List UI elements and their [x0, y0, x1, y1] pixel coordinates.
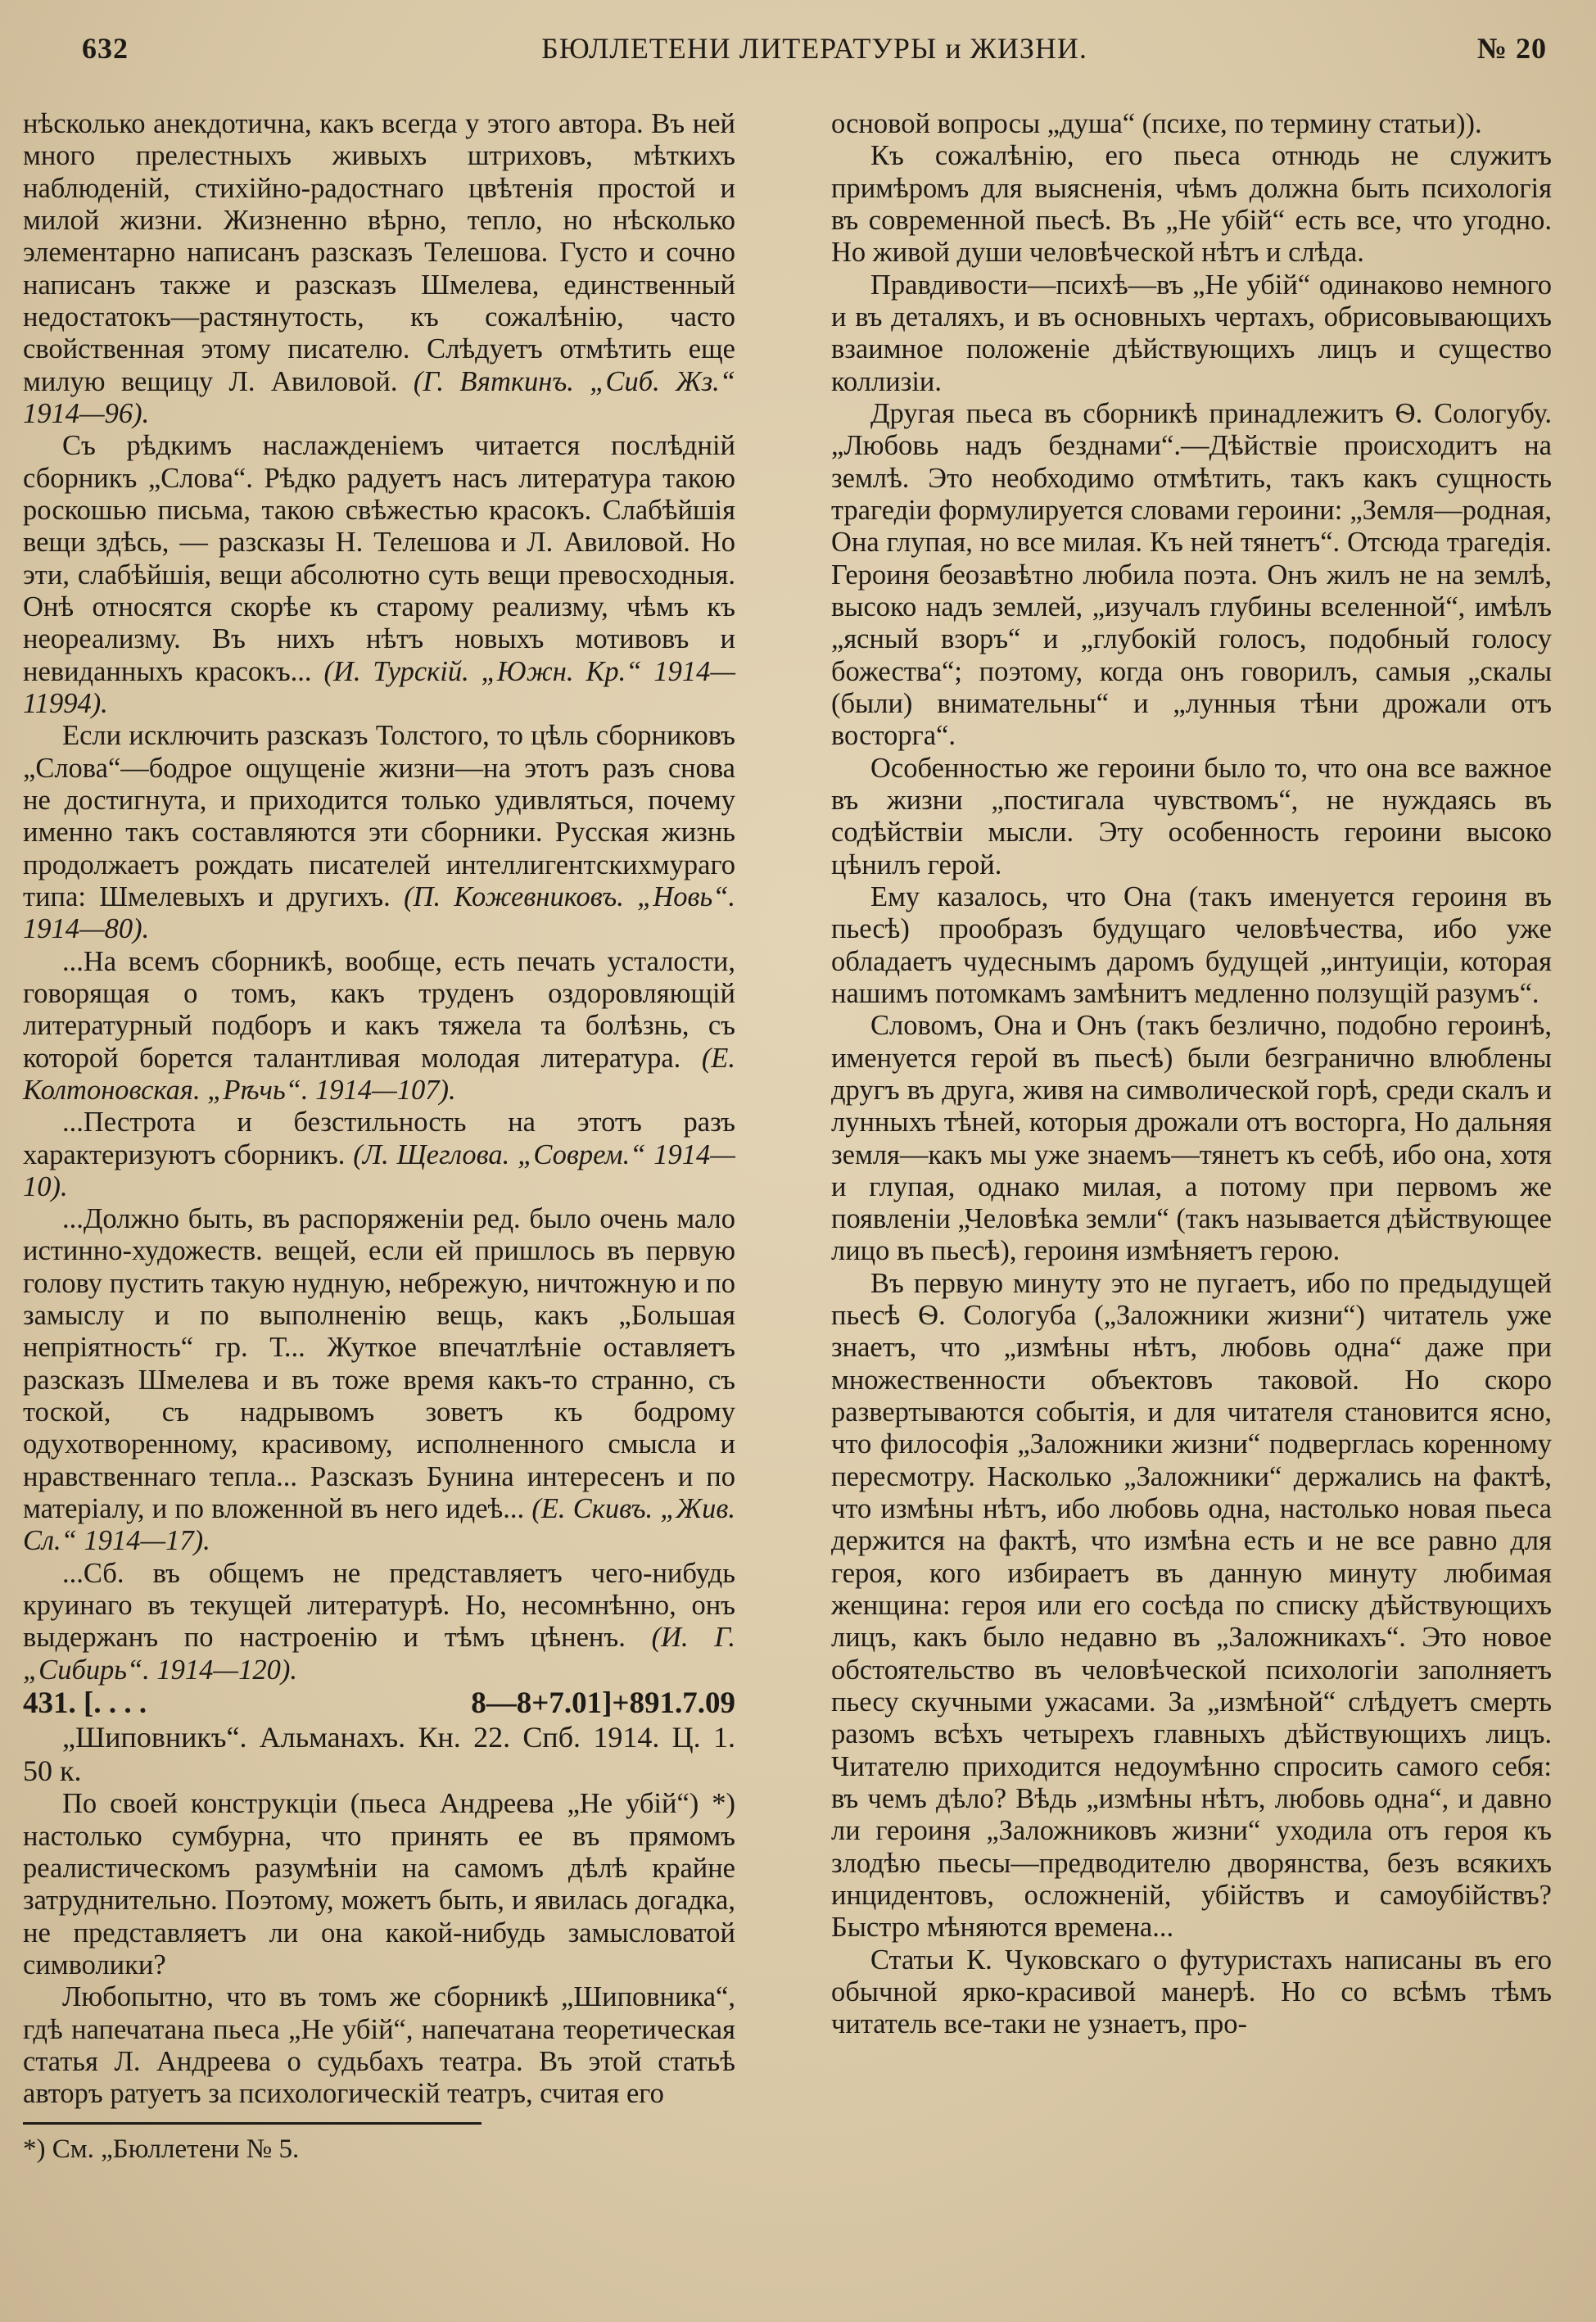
entry-number: 431. [. . . .: [23, 1686, 147, 1721]
paragraph: ...Пестрота и безстильность на этотъ разъ характеризуютъ сборникъ. (Л. Щеглова. „Соврем.“ 1914—10).: [23, 1107, 735, 1202]
right-column: [831, 108, 1552, 2041]
footnote-divider: [23, 2122, 482, 2125]
paragraph: нѣсколько анекдотична, какъ всегда у этого автора. Въ ней много прелестныхъ живыхъ штриховъ, мѣткихъ наблюденій, стихійно-радостнаго цвѣтенія простой и милой жизни. Жизненно вѣрно, тепло, но нѣсколько элементарно написанъ разсказъ Телешова. Густо и сочно написанъ также и разсказъ Шмелева, единственный недостатокъ—растянутость, къ сожалѣнію, часто свойственная этому писателю. Слѣдуетъ отмѣтить еще милую вещицу Л. Авиловой. (Г. Вяткинъ. „Сиб. Жз.“ 1914—96).: [23, 108, 735, 429]
citation: (И. Г. „Сибирь“. 1914—120).: [23, 1622, 736, 1686]
paragraph: ...Сб. въ общемъ не представляетъ чего-нибудь круинаго въ текущей литературѣ. Но, несомнѣнно, онъ выдержанъ по настроенію и тѣмъ цѣненъ. (И. Г. „Сибирь“. 1914—120).: [23, 1557, 736, 1686]
paragraph: Словомъ, Она и Онъ (такъ безлично, подобно героинѣ, именуется герой въ пьесѣ) были безгранично влюблены другъ въ друга, живя на символической горѣ, среди скалъ и лунныхъ тѣней, которыя дрожали отъ восторга, Но дальняя земля—какъ мы уже знаемъ—тянетъ къ себѣ, ибо она, хотя и глупая, однако милая, а потому при первомъ же появленіи „Человѣка земли“ (такъ называется дѣйствующее лицо въ пьесѣ), героиня измѣняетъ герою.: [831, 1010, 1552, 1267]
left-column: [23, 108, 735, 2165]
paragraph: По своей конструкціи (пьеса Андреева „Не убій“) *) настолько сумбурна, что принять ее въ прямомъ реалистическомъ разумѣніи на самомъ дѣлѣ крайне затруднительно. Поэтому, можетъ быть, и явилась догадка, не представляетъ ли она какой-нибудь замысловатой символики?: [23, 1788, 735, 1980]
paragraph: Правдивости—психѣ—въ „Не убій“ одинаково немного и въ деталяхъ, и въ основныхъ чертахъ, обрисовывающихъ взаимное положеніе дѣйствующихъ лицъ и существо коллизіи.: [831, 269, 1552, 397]
citation: (Г. Вяткинъ. „Сиб. Жз.“ 1914—96).: [23, 365, 735, 429]
citation: (П. Кожевниковъ. „Новь“. 1914—80).: [23, 880, 736, 945]
paragraph: Статьи К. Чуковскаго о футуристахъ написаны въ его обычной ярко-красивой манерѣ. Но со всѣмъ тѣмъ читатель все-таки не узнаетъ, про-: [831, 1944, 1552, 2040]
page-number: 632: [82, 32, 129, 65]
entry-classification: 8—8+7.01]+891.7.09: [471, 1686, 735, 1721]
citation: (Л. Щеглова. „Соврем.“ 1914—10).: [23, 1138, 735, 1202]
paragraph: основой вопросы „душа“ (психе, по термину статьи)).: [831, 108, 1482, 139]
paragraph: Къ сожалѣнію, его пьеса отнюдь не служитъ примѣромъ для выясненія, чѣмъ должна быть психологія въ современной пьесѣ. Въ „Не убій“ есть все, что угодно. Но живой души человѣческой нѣтъ и слѣда.: [831, 140, 1552, 269]
paragraph: Ему казалось, что Она (такъ именуется героиня въ пьесѣ) прообразъ будущаго человѣчества, ибо уже обладаетъ чудеснымъ даромъ будущей „интуиціи, которая нашимъ потомкамъ замѣнитъ медленно ползущій разумъ“.: [831, 880, 1552, 1009]
citation: (И. Турскій. „Южн. Кр.“ 1914—11994).: [23, 655, 735, 719]
bibliography-entry-header: [23, 1686, 735, 1721]
footnote: *) См. „Бюллетени № 5.: [23, 2134, 300, 2164]
paragraph: Съ рѣдкимъ наслажденіемъ читается послѣдній сборникъ „Слова“. Рѣдко радуетъ насъ литература такою роскошью письма, такою свѣжестью красокъ. Слабѣйшія вещи здѣсь, — разсказы Н. Телешова и Л. Авиловой. Но эти, слабѣйшія, вещи абсолютно суть вещи превосходныя. Онѣ относятся скорѣе къ старому реализму, чѣмъ къ неореализму. Въ нихъ нѣтъ новыхъ мотивовъ и невиданныхъ красокъ... (И. Турскій. „Южн. Кр.“ 1914—11994).: [23, 430, 735, 719]
issue-number: № 20: [1476, 32, 1547, 65]
citation: (Е. Колтоновская. „Рѣчь“. 1914—107).: [23, 1042, 736, 1106]
paragraph: ...Должно быть, въ распоряженіи ред. было очень мало истинно-художеств. вещей, если ей пришлось въ первую голову пустить такую нудную, небрежую, ничтожную и по замыслу и по выполненію вещь, какъ „Большая непріятность“ гр. Т... Жуткое впечатлѣніе оставляетъ разсказъ Шмелева и въ тоже время какъ-то странно, съ тоской, съ надрывомъ зоветъ къ бодрому одухотворенному, красивому, исполненного смысла и нравственнаго тепла... Разсказъ Бунина интересенъ и по матеріалу, и по вложенной въ него идеѣ... (Е. Скивъ. „Жив. Сл.“ 1914—17).: [23, 1203, 736, 1557]
paragraph: Особенностью же героини было то, что она все важное въ жизни „постигала чувствомъ“, не нуждаясь въ содѣйствіи мысли. Эту особенность героини высоко цѣнилъ герой.: [831, 752, 1552, 880]
paragraph: Въ первую минуту это не пугаетъ, ибо по предыдущей пьесѣ Ѳ. Сологуба („Заложники жизни“) читатель уже знаетъ, что „измѣны нѣтъ, любовь одна“ даже при множественности объектовъ таковой. Но скоро развертываются событія, и для читателя становится ясно, что философія „Заложники жизни“ подверглась коренному пересмотру. Насколько „Заложники“ держались на фактѣ, что измѣны нѣтъ, ибо любовь одна, настолько новая пьеса держится на фактѣ, что измѣна есть и не все равно для героя, кого избираетъ въ данную минуту любимая женщина: героя или его сосѣда по списку дѣйствующихъ лицъ, какъ было недавно въ „Заложникахъ“. Это новое обстоятельство въ человѣческой психологіи заполняетъ пьесу скучными ужасами. За „измѣной“ слѣдуетъ смерть разомъ всѣхъ четырехъ главныхъ дѣйствующихъ лицъ. Читателю приходится недоумѣнно спросить самого себя: въ чемъ дѣло? Вѣдь „измѣны нѣтъ, любовь одна“, и давно ли героиня „Заложниковъ жизни“ уходила отъ героя къ злодѣю пьесы—предводителю дворянства, безъ всякихъ инцидентовъ, осложненій, убійствъ и самоубійствъ? Быстро мѣняются времена...: [831, 1267, 1552, 1944]
paragraph: ...На всемъ сборникѣ, вообще, есть печать усталости, говорящая о томъ, какъ труденъ оздоровляющій литературный подборъ и какъ тяжела та болѣзнь, съ которой борется талантливая молодая литература. (Е. Колтоновская. „Рѣчь“. 1914—107).: [23, 945, 736, 1106]
paragraph: Другая пьеса въ сборникѣ принадлежитъ Ѳ. Сологубу. „Любовь надъ безднами“.—Дѣйствіе происходитъ на землѣ. Это необходимо отмѣтить, такъ какъ сущность трагедіи формулируется словами героини: „Земля—родная, Она глупая, но все милая. Къ ней тянетъ“. Отсюда трагедія. Героиня беозавѣтно любила поэта. Онъ жилъ не на землѣ, высоко надъ землей, „изучалъ глубины вселенной“, имѣлъ „ясный взоръ“ и „глубокій голосъ, подобный голосу божества“; поэтому, когда онъ говорилъ, самыя „скалы (были) внимательны“ и „лунныя тѣни дрожали отъ восторга“.: [831, 397, 1552, 752]
citation: (Е. Скивъ. „Жив. Сл.“ 1914—17).: [23, 1493, 736, 1557]
entry-title: „Шиповникъ“. Альманахъ. Кн. 22. Спб. 1914. Ц. 1. 50 к.: [23, 1721, 735, 1788]
paragraph: Если исключить разсказъ Толстого, то цѣль сборниковъ „Слова“—бодрое ощущеніе жизни—на этотъ разъ снова не достигнута, и приходится только удивляться, почему именно такъ составляются эти сборники. Русская жизнь продолжаетъ рождать писателей интеллигентскихмураго типа: Шмелевыхъ и другихъ. (П. Кожевниковъ. „Новь“. 1914—80).: [23, 720, 736, 945]
running-title: БЮЛЛЕТЕНИ ЛИТЕРАТУРЫ и ЖИЗНИ.: [541, 32, 1087, 65]
page-header: [82, 31, 1547, 80]
paragraph: Любопытно, что въ томъ же сборникѣ „Шиповника“, гдѣ напечатана пьеса „Не убій“, напечатана теоретическая статья Л. Андреева о судьбахъ театра. Въ этой статьѣ авторъ ратуетъ за психологическій театръ, считая его: [23, 1981, 735, 2110]
